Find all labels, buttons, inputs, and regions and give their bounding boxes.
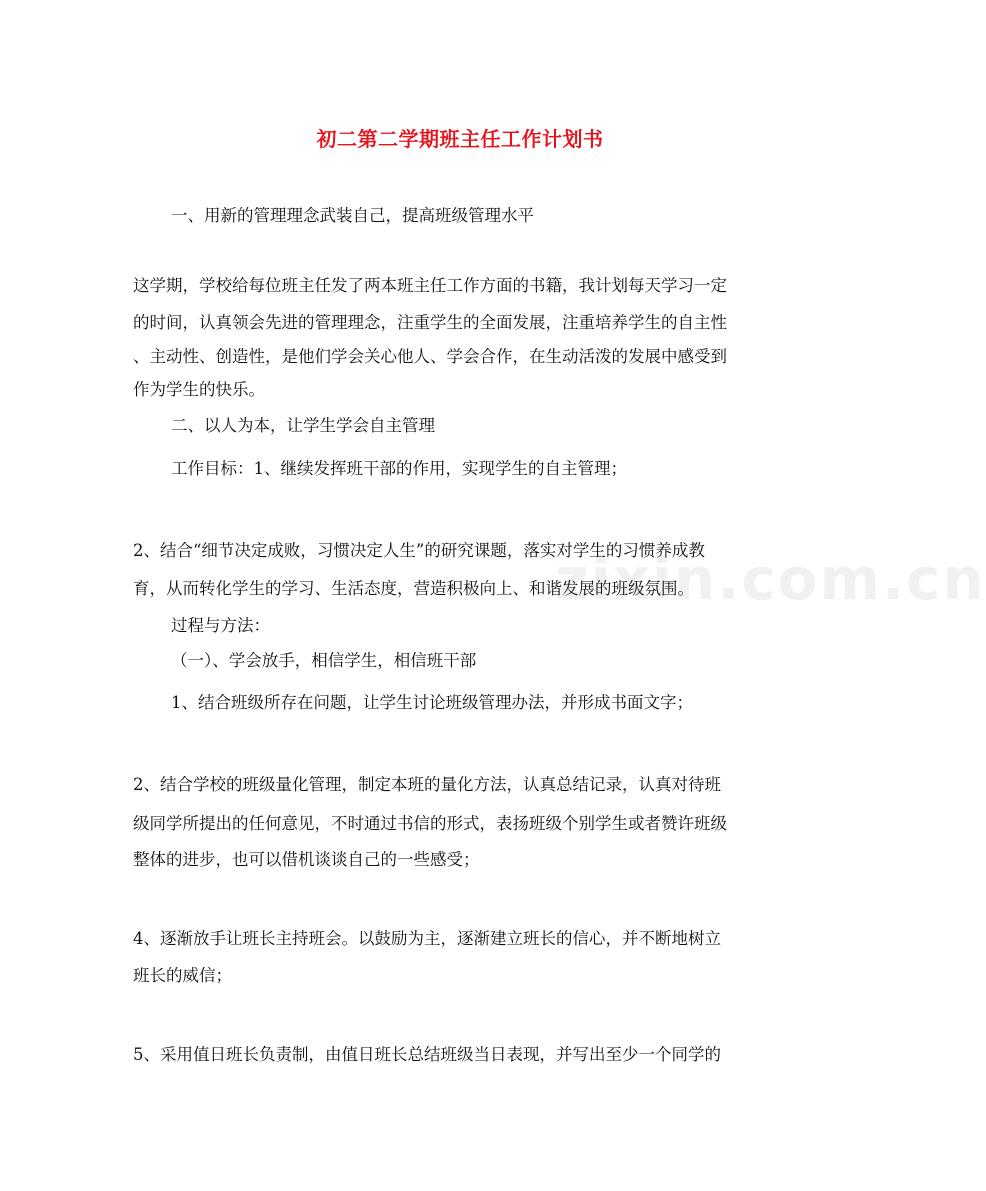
paragraph-line: 育，从而转化学生的学习、生活态度，营造积极向上、和谐发展的班级氛围。 bbox=[133, 579, 694, 598]
paragraph-line: 2、结合“细节决定成败，习惯决定人生”的研究课题，落实对学生的习惯养成教 bbox=[133, 541, 705, 560]
paragraph-line: 作为学生的快乐。 bbox=[133, 380, 265, 399]
work-goal-line: 工作目标：1、继续发挥班干部的作用，实现学生的自主管理； bbox=[171, 459, 627, 478]
section-heading-1: 一、用新的管理理念武装自己，提高班级管理水平 bbox=[171, 206, 534, 225]
watermark: zixin.com.cn bbox=[555, 545, 986, 613]
document-title: 初二第二学期班主任工作计划书 bbox=[316, 127, 604, 151]
paragraph-line: 班长的威信； bbox=[133, 966, 232, 985]
paragraph-line: 整体的进步，也可以借机谈谈自己的一些感受； bbox=[133, 850, 480, 869]
list-item: 1、结合班级所存在问题，让学生讨论班级管理办法，并形成书面文字； bbox=[171, 693, 693, 712]
list-item: 5、采用值日班长负责制，由值日班长总结班级当日表现，并写出至少一个同学的 bbox=[133, 1045, 721, 1064]
section-heading-2: 二、以人为本，让学生学会自主管理 bbox=[171, 416, 435, 435]
paragraph-line: 级同学所提出的任何意见，不时通过书信的形式，表扬班级个别学生或者赞许班级 bbox=[133, 814, 727, 833]
paragraph-line: 这学期，学校给每位班主任发了两本班主任工作方面的书籍，我计划每天学习一定 bbox=[133, 276, 727, 295]
list-item: 4、逐渐放手让班长主持班会。以鼓励为主，逐渐建立班长的信心，并不断地树立 bbox=[133, 929, 721, 948]
subsection-heading: （一）、学会放手，相信学生，相信班干部 bbox=[171, 651, 477, 670]
paragraph-line: 、主动性、创造性，是他们学会关心他人、学会合作，在生动活泼的发展中感受到 bbox=[133, 347, 727, 366]
list-item: 2、结合学校的班级量化管理，制定本班的量化方法，认真总结记录，认真对待班 bbox=[133, 775, 721, 794]
process-heading: 过程与方法： bbox=[171, 616, 270, 635]
paragraph-line: 的时间，认真领会先进的管理理念，注重学生的全面发展，注重培养学生的自主性 bbox=[133, 313, 727, 332]
